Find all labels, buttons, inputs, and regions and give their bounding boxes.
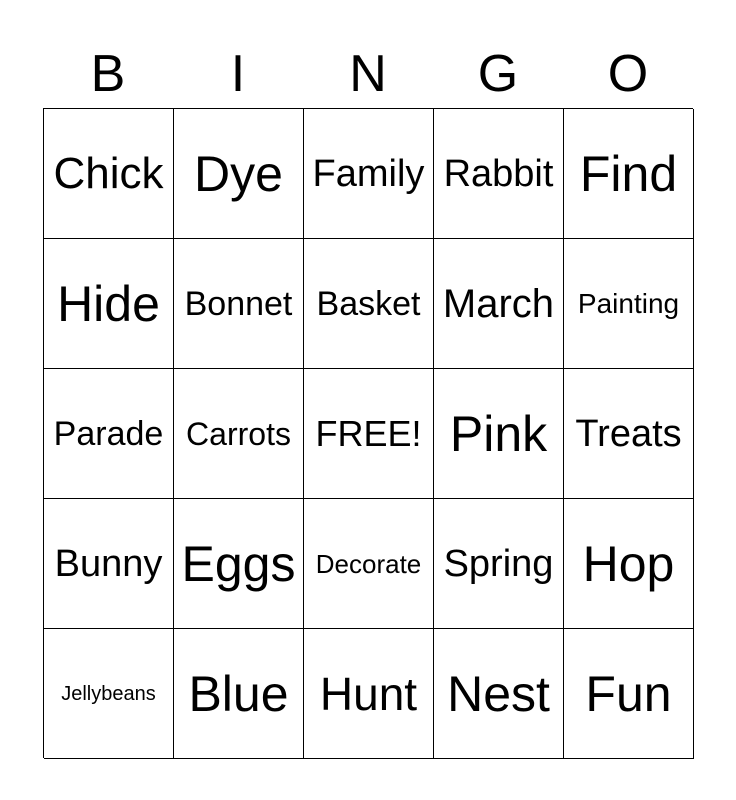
bingo-cell[interactable]: FREE! — [304, 369, 434, 499]
bingo-cell[interactable]: Chick — [44, 109, 174, 239]
bingo-cell[interactable]: Parade — [44, 369, 174, 499]
header-letter-o: O — [607, 45, 649, 103]
bingo-cell[interactable]: Decorate — [304, 499, 434, 629]
bingo-cell[interactable]: Family — [304, 109, 434, 239]
bingo-cell[interactable]: Nest — [434, 629, 564, 759]
bingo-cell[interactable]: Painting — [564, 239, 694, 369]
bingo-cell[interactable]: Hunt — [304, 629, 434, 759]
bingo-cell[interactable]: Fun — [564, 629, 694, 759]
bingo-cell[interactable]: Carrots — [174, 369, 304, 499]
bingo-board — [43, 108, 693, 758]
bingo-cell[interactable]: Hide — [44, 239, 174, 369]
bingo-cell[interactable]: Basket — [304, 239, 434, 369]
bingo-cell[interactable]: Rabbit — [434, 109, 564, 239]
bingo-cell[interactable]: Hop — [564, 499, 694, 629]
header-letter-n: N — [349, 45, 387, 103]
bingo-cell[interactable]: Spring — [434, 499, 564, 629]
bingo-cell[interactable]: Bunny — [44, 499, 174, 629]
header-letter-i: I — [230, 45, 246, 103]
bingo-cell[interactable]: Bonnet — [174, 239, 304, 369]
bingo-cell[interactable]: Find — [564, 109, 694, 239]
bingo-cell[interactable]: Pink — [434, 369, 564, 499]
bingo-cell[interactable]: Dye — [174, 109, 304, 239]
bingo-cell[interactable]: Blue — [174, 629, 304, 759]
bingo-cell[interactable]: Eggs — [174, 499, 304, 629]
bingo-cell[interactable]: Jellybeans — [44, 629, 174, 759]
header-letter-g: G — [477, 45, 519, 103]
bingo-cell[interactable]: Treats — [564, 369, 694, 499]
bingo-cell[interactable]: March — [434, 239, 564, 369]
header-letter-b: B — [90, 45, 126, 103]
bingo-header — [43, 40, 693, 108]
